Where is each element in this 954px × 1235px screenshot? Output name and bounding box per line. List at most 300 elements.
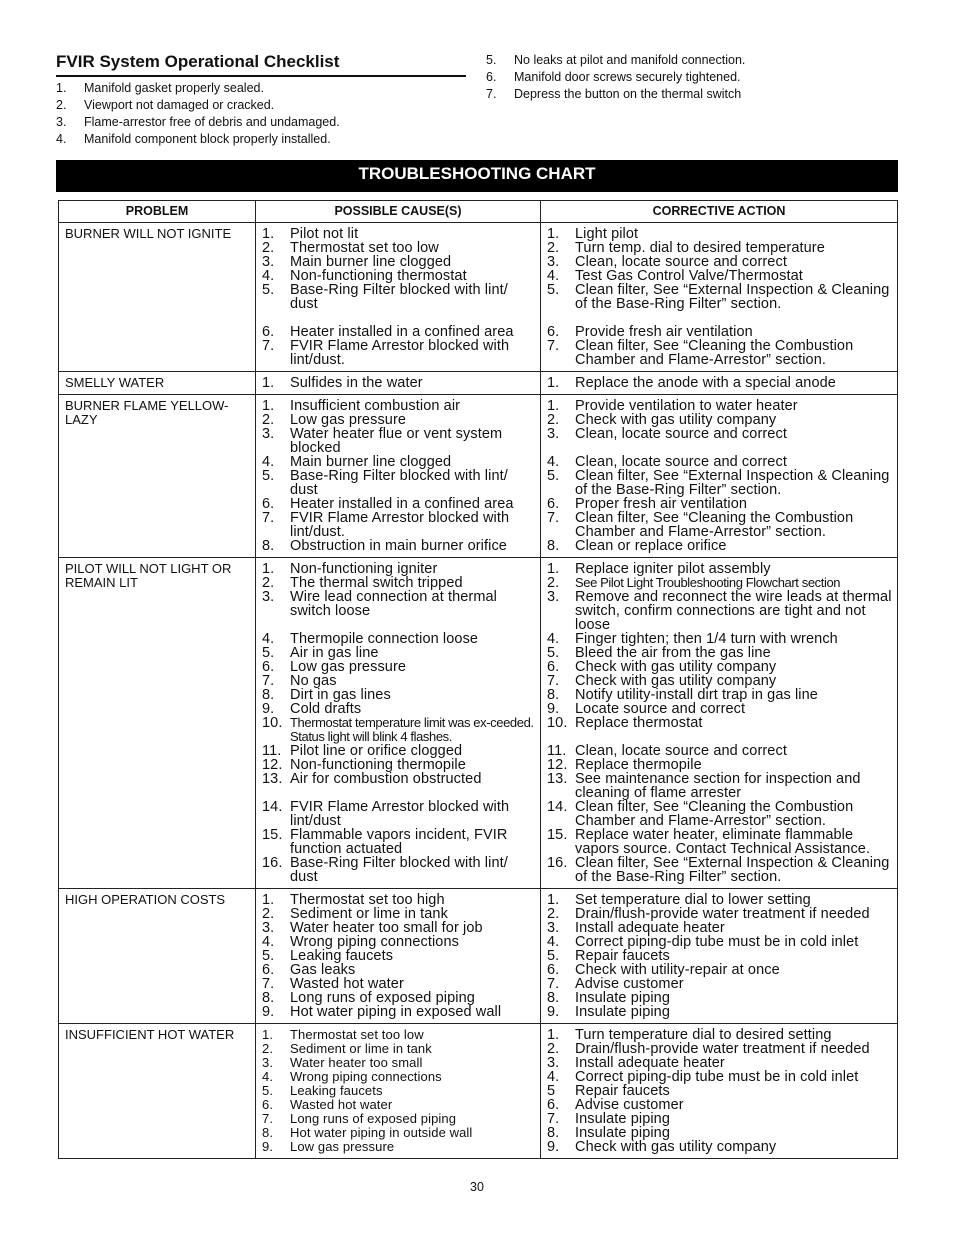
checklist-item bbox=[56, 131, 466, 148]
item-number: 1. bbox=[262, 226, 275, 242]
item-number: 8. bbox=[262, 687, 275, 703]
action-item bbox=[547, 702, 893, 716]
cause-item bbox=[262, 716, 536, 744]
possible-causes-cell bbox=[256, 1024, 541, 1159]
item-text: Clean filter, See “Cleaning the Combustion Chamber and Flame-Arrestor” section. bbox=[575, 510, 854, 540]
item-text: Replace thermostat bbox=[575, 715, 703, 731]
possible-causes-cell bbox=[256, 223, 541, 372]
cause-item bbox=[262, 1140, 536, 1154]
corrective-action-cell bbox=[541, 223, 898, 372]
item-number: 1. bbox=[547, 398, 560, 414]
cause-item bbox=[262, 1005, 536, 1019]
item-text: Wasted hot water bbox=[290, 976, 404, 992]
actions-list bbox=[541, 889, 897, 1023]
checklist-item-number: 7. bbox=[486, 87, 497, 101]
item-number: 9. bbox=[262, 701, 275, 717]
table-row bbox=[59, 395, 898, 558]
action-item bbox=[547, 1070, 893, 1084]
item-number: 3. bbox=[262, 254, 275, 270]
item-text: Clean, locate source and correct bbox=[575, 454, 787, 470]
action-item bbox=[547, 632, 893, 646]
checklist-item-number: 5. bbox=[486, 53, 497, 67]
item-text: Obstruction in main burner orifice bbox=[290, 538, 507, 554]
cause-item bbox=[262, 1126, 536, 1140]
action-item bbox=[547, 716, 893, 730]
cause-item bbox=[262, 269, 536, 283]
item-number: 4. bbox=[262, 268, 275, 284]
item-text: Clean filter, See “External Inspection & Cleaning of the Base-Ring Filter” section. bbox=[575, 282, 890, 312]
action-item bbox=[547, 399, 893, 413]
item-text: Sediment or lime in tank bbox=[290, 1041, 432, 1056]
item-number: 10. bbox=[262, 715, 283, 731]
checklist-item-text: Depress the button on the thermal switch bbox=[514, 87, 742, 101]
cause-item bbox=[262, 828, 536, 856]
item-number: 13. bbox=[547, 771, 568, 787]
item-number: 3. bbox=[262, 1055, 274, 1070]
checklist-item-text: Manifold gasket properly sealed. bbox=[84, 81, 264, 95]
item-number: 4. bbox=[547, 934, 560, 950]
action-item bbox=[547, 576, 893, 590]
cause-item bbox=[262, 399, 536, 413]
cause-item bbox=[262, 758, 536, 772]
checklist-left-column bbox=[56, 52, 466, 148]
item-text: Check with gas utility company bbox=[575, 1139, 777, 1155]
item-number: 8. bbox=[262, 990, 275, 1006]
checklist-item bbox=[56, 114, 466, 131]
item-text: Gas leaks bbox=[290, 962, 356, 978]
item-text: Heater installed in a confined area bbox=[290, 496, 514, 512]
table-header-row bbox=[59, 201, 898, 223]
action-item bbox=[547, 1112, 893, 1126]
item-number: 5. bbox=[547, 282, 560, 298]
cause-item bbox=[262, 1098, 536, 1112]
item-text: Leaking faucets bbox=[290, 1083, 383, 1098]
item-text: Water heater too small bbox=[290, 1055, 423, 1070]
possible-causes-cell bbox=[256, 889, 541, 1024]
action-item bbox=[547, 935, 893, 949]
table-row bbox=[59, 372, 898, 395]
action-item bbox=[547, 255, 893, 269]
item-text: Replace thermopile bbox=[575, 757, 702, 773]
table-row bbox=[59, 889, 898, 1024]
item-text: Proper fresh air ventilation bbox=[575, 496, 748, 512]
action-item bbox=[547, 269, 893, 283]
actions-list bbox=[541, 223, 897, 371]
action-item bbox=[547, 1042, 893, 1056]
item-number: 2. bbox=[547, 575, 560, 591]
item-text: Non-functioning thermostat bbox=[290, 268, 467, 284]
actions-list bbox=[541, 395, 897, 557]
cause-item bbox=[262, 376, 536, 390]
operational-checklist bbox=[56, 52, 898, 152]
checklist-title: FVIR System Operational Checklist bbox=[56, 52, 466, 77]
cause-item bbox=[262, 935, 536, 949]
problem-cell: PILOT WILL NOT LIGHT OR REMAIN LIT bbox=[59, 558, 256, 889]
item-text: Hot water piping in outside wall bbox=[290, 1125, 473, 1140]
item-text: Insulate piping bbox=[575, 990, 671, 1006]
cause-item bbox=[262, 744, 536, 758]
item-number: 5. bbox=[262, 282, 275, 298]
item-number: 5. bbox=[547, 948, 560, 964]
actions-list bbox=[541, 558, 897, 888]
item-text: Low gas pressure bbox=[290, 412, 407, 428]
action-item bbox=[547, 977, 893, 991]
action-item bbox=[547, 674, 893, 688]
item-number: 1. bbox=[262, 892, 275, 908]
problem-cell: BURNER FLAME YELLOW-LAZY bbox=[59, 395, 256, 558]
item-text: Turn temperature dial to desired setting bbox=[575, 1027, 832, 1043]
cause-item bbox=[262, 772, 536, 786]
item-text: Clean filter, See “External Inspection & Cleaning of the Base-Ring Filter” section. bbox=[575, 468, 890, 498]
item-number: 15. bbox=[262, 827, 283, 843]
cause-item bbox=[262, 283, 536, 311]
item-text: Check with gas utility company bbox=[575, 412, 777, 428]
item-number: 8. bbox=[547, 687, 560, 703]
item-number: 2. bbox=[547, 906, 560, 922]
causes-list bbox=[256, 1024, 540, 1158]
item-text: Long runs of exposed piping bbox=[290, 1111, 457, 1126]
item-text: Finger tighten; then 1/4 turn with wrench bbox=[575, 631, 838, 647]
item-number: 4. bbox=[262, 454, 275, 470]
cause-item bbox=[262, 325, 536, 339]
item-text: Advise customer bbox=[575, 1097, 684, 1113]
checklist-item bbox=[486, 52, 898, 69]
item-number: 7. bbox=[262, 1111, 274, 1126]
causes-list bbox=[256, 395, 540, 557]
table-row bbox=[59, 558, 898, 889]
item-number: 6. bbox=[547, 1097, 560, 1113]
item-text: Install adequate heater bbox=[575, 1055, 725, 1071]
item-number: 11. bbox=[547, 743, 567, 759]
corrective-action-cell bbox=[541, 558, 898, 889]
item-number: 6. bbox=[262, 1097, 274, 1112]
possible-causes-cell bbox=[256, 395, 541, 558]
item-number: 9. bbox=[547, 1004, 560, 1020]
action-item bbox=[547, 991, 893, 1005]
cause-item bbox=[262, 702, 536, 716]
action-item bbox=[547, 949, 893, 963]
causes-list bbox=[256, 372, 540, 394]
action-item bbox=[547, 325, 893, 339]
corrective-action-cell bbox=[541, 372, 898, 395]
action-item bbox=[547, 413, 893, 427]
item-text: Remove and reconnect the wire leads at thermal switch, confirm connections are tight and not loose bbox=[575, 589, 892, 633]
item-text: Advise customer bbox=[575, 976, 684, 992]
item-number: 7. bbox=[262, 510, 275, 526]
action-item bbox=[547, 907, 893, 921]
action-item bbox=[547, 241, 893, 255]
item-text: Wrong piping connections bbox=[290, 1069, 442, 1084]
corrective-action-cell bbox=[541, 395, 898, 558]
item-number: 11. bbox=[262, 743, 282, 759]
header-possible-causes: POSSIBLE CAUSE(S) bbox=[256, 201, 541, 223]
item-number: 16. bbox=[262, 855, 283, 871]
item-number: 2. bbox=[262, 906, 275, 922]
item-text: Clean filter, See “External Inspection & Cleaning of the Base-Ring Filter” section. bbox=[575, 855, 890, 885]
action-item bbox=[547, 1084, 893, 1098]
cause-item bbox=[262, 907, 536, 921]
action-item bbox=[547, 511, 893, 539]
item-text: The thermal switch tripped bbox=[290, 575, 463, 591]
item-text: Cold drafts bbox=[290, 701, 362, 717]
causes-list bbox=[256, 223, 540, 371]
cause-item bbox=[262, 255, 536, 269]
action-item bbox=[547, 376, 893, 390]
cause-item bbox=[262, 800, 536, 828]
cause-item bbox=[262, 455, 536, 469]
item-number: 9. bbox=[262, 1004, 275, 1020]
item-number: 8. bbox=[262, 538, 275, 554]
item-text: Locate source and correct bbox=[575, 701, 746, 717]
action-item bbox=[547, 688, 893, 702]
header-problem: PROBLEM bbox=[59, 201, 256, 223]
cause-item bbox=[262, 674, 536, 688]
corrective-action-cell bbox=[541, 889, 898, 1024]
cause-item bbox=[262, 949, 536, 963]
item-number: 14. bbox=[547, 799, 568, 815]
item-number: 2. bbox=[262, 412, 275, 428]
troubleshooting-table bbox=[58, 200, 898, 1159]
item-number: 3. bbox=[547, 589, 560, 605]
item-text: Sediment or lime in tank bbox=[290, 906, 448, 922]
cause-item bbox=[262, 1084, 536, 1098]
cause-item bbox=[262, 241, 536, 255]
item-text: Main burner line clogged bbox=[290, 454, 452, 470]
item-text: Insulate piping bbox=[575, 1004, 671, 1020]
item-text: Non-functioning thermopile bbox=[290, 757, 466, 773]
checklist-item bbox=[486, 86, 898, 103]
item-text: Test Gas Control Valve/Thermostat bbox=[575, 268, 803, 284]
item-number: 4. bbox=[547, 454, 560, 470]
item-number: 1. bbox=[262, 375, 275, 391]
item-text: Replace water heater, eliminate flammable vapors source. Contact Technical Assistance. bbox=[575, 827, 871, 857]
item-text: Drain/flush-provide water treatment if needed bbox=[575, 1041, 870, 1057]
item-text: Check with gas utility company bbox=[575, 659, 777, 675]
item-text: Dirt in gas lines bbox=[290, 687, 391, 703]
action-item bbox=[547, 562, 893, 576]
cause-item bbox=[262, 1042, 536, 1056]
item-number: 5. bbox=[262, 948, 275, 964]
actions-list bbox=[541, 1024, 897, 1158]
item-number: 9. bbox=[547, 1139, 560, 1155]
cause-item bbox=[262, 1112, 536, 1126]
item-number: 5 bbox=[547, 1083, 556, 1099]
cause-item bbox=[262, 469, 536, 497]
item-number: 8. bbox=[547, 538, 560, 554]
item-text: Long runs of exposed piping bbox=[290, 990, 475, 1006]
item-number: 12. bbox=[547, 757, 568, 773]
checklist-item-text: Manifold door screws securely tightened. bbox=[514, 70, 741, 84]
action-item bbox=[547, 590, 893, 632]
item-number: 7. bbox=[262, 338, 275, 354]
action-item bbox=[547, 828, 893, 856]
action-item bbox=[547, 539, 893, 553]
action-item bbox=[547, 455, 893, 469]
item-number: 10. bbox=[547, 715, 568, 731]
item-text: Check with gas utility company bbox=[575, 673, 777, 689]
item-text: Pilot line or orifice clogged bbox=[290, 743, 463, 759]
item-text: Thermostat set too high bbox=[290, 892, 445, 908]
item-number: 3. bbox=[547, 254, 560, 270]
item-text: Insufficient combustion air bbox=[290, 398, 461, 414]
item-text: Base-Ring Filter blocked with lint/ dust bbox=[290, 855, 508, 885]
item-text: Pilot not lit bbox=[290, 226, 359, 242]
cause-item bbox=[262, 511, 536, 539]
checklist-item-number: 6. bbox=[486, 70, 497, 84]
item-number: 3. bbox=[547, 1055, 560, 1071]
item-text: FVIR Flame Arrestor blocked with lint/dust bbox=[290, 799, 510, 829]
action-item bbox=[547, 339, 893, 367]
item-text: Clean, locate source and correct bbox=[575, 426, 787, 442]
possible-causes-cell bbox=[256, 372, 541, 395]
item-text: Air in gas line bbox=[290, 645, 379, 661]
cause-item bbox=[262, 576, 536, 590]
actions-list bbox=[541, 372, 897, 394]
item-number: 6. bbox=[547, 659, 560, 675]
action-item bbox=[547, 646, 893, 660]
item-number: 4. bbox=[547, 631, 560, 647]
item-number: 14. bbox=[262, 799, 283, 815]
item-text: Clean, locate source and correct bbox=[575, 254, 787, 270]
item-text: Leaking faucets bbox=[290, 948, 394, 964]
item-number: 4. bbox=[262, 934, 275, 950]
item-text: Clean or replace orifice bbox=[575, 538, 727, 554]
item-text: Clean, locate source and correct bbox=[575, 743, 787, 759]
cause-item bbox=[262, 977, 536, 991]
checklist-item-text: Flame-arrestor free of debris and undamaged. bbox=[84, 115, 340, 129]
cause-item bbox=[262, 688, 536, 702]
action-item bbox=[547, 856, 893, 884]
item-text: Repair faucets bbox=[575, 948, 670, 964]
item-text: Provide fresh air ventilation bbox=[575, 324, 753, 340]
item-number: 5. bbox=[547, 645, 560, 661]
item-text: Repair faucets bbox=[575, 1083, 670, 1099]
cause-item bbox=[262, 660, 536, 674]
checklist-item-number: 1. bbox=[56, 81, 67, 95]
page-number: 30 bbox=[470, 1180, 484, 1194]
item-number: 3. bbox=[262, 589, 275, 605]
item-text: Insulate piping bbox=[575, 1111, 671, 1127]
action-item bbox=[547, 497, 893, 511]
item-text: Insulate piping bbox=[575, 1125, 671, 1141]
header-corrective-action: CORRECTIVE ACTION bbox=[541, 201, 898, 223]
item-number: 7. bbox=[262, 976, 275, 992]
item-text: See maintenance section for inspection and cleaning of flame arrester bbox=[575, 771, 861, 801]
item-number: 2. bbox=[547, 412, 560, 428]
action-item bbox=[547, 283, 893, 311]
item-text: FVIR Flame Arrestor blocked with lint/dust. bbox=[290, 510, 510, 540]
cause-item bbox=[262, 497, 536, 511]
item-text: Replace the anode with a special anode bbox=[575, 375, 836, 391]
item-number: 1. bbox=[547, 375, 560, 391]
cause-item bbox=[262, 539, 536, 553]
item-text: Drain/flush-provide water treatment if needed bbox=[575, 906, 870, 922]
item-text: Main burner line clogged bbox=[290, 254, 452, 270]
item-number: 4. bbox=[547, 1069, 560, 1085]
cause-item bbox=[262, 963, 536, 977]
item-text: Air for combustion obstructed bbox=[290, 771, 482, 787]
item-number: 7. bbox=[547, 976, 560, 992]
checklist-left-list bbox=[56, 80, 466, 148]
item-number: 3. bbox=[262, 426, 275, 442]
item-number: 9. bbox=[547, 701, 560, 717]
item-number: 5. bbox=[547, 468, 560, 484]
action-item bbox=[547, 469, 893, 497]
item-text: Hot water piping in exposed wall bbox=[290, 1004, 502, 1020]
action-item bbox=[547, 772, 893, 800]
checklist-item bbox=[56, 80, 466, 97]
item-number: 6. bbox=[547, 496, 560, 512]
item-number: 1. bbox=[262, 398, 275, 414]
item-number: 1. bbox=[547, 1027, 560, 1043]
item-text: Base-Ring Filter blocked with lint/ dust bbox=[290, 282, 508, 312]
item-number: 1. bbox=[262, 561, 275, 577]
problem-cell: HIGH OPERATION COSTS bbox=[59, 889, 256, 1024]
action-item bbox=[547, 800, 893, 828]
item-text: Wasted hot water bbox=[290, 1097, 393, 1112]
problem-cell: INSUFFICIENT HOT WATER bbox=[59, 1024, 256, 1159]
cause-item bbox=[262, 562, 536, 576]
action-item bbox=[547, 1005, 893, 1019]
item-number: 2. bbox=[547, 240, 560, 256]
action-item bbox=[547, 1028, 893, 1042]
causes-list bbox=[256, 558, 540, 888]
table-row bbox=[59, 1024, 898, 1159]
item-text: Non-functioning igniter bbox=[290, 561, 438, 577]
item-text: Base-Ring Filter blocked with lint/ dust bbox=[290, 468, 508, 498]
action-item bbox=[547, 660, 893, 674]
item-number: 6. bbox=[262, 496, 275, 512]
action-item bbox=[547, 963, 893, 977]
cause-item bbox=[262, 632, 536, 646]
item-text: Bleed the air from the gas line bbox=[575, 645, 771, 661]
cause-item bbox=[262, 921, 536, 935]
cause-item bbox=[262, 413, 536, 427]
item-text: Water heater flue or vent system blocked bbox=[290, 426, 503, 456]
item-text: Low gas pressure bbox=[290, 659, 407, 675]
item-number: 1. bbox=[547, 561, 560, 577]
item-text: Clean filter, See “Cleaning the Combustion Chamber and Flame-Arrestor” section. bbox=[575, 799, 854, 829]
item-number: 6. bbox=[262, 962, 275, 978]
item-number: 7. bbox=[547, 338, 560, 354]
item-number: 8. bbox=[547, 1125, 560, 1141]
item-number: 6. bbox=[547, 962, 560, 978]
item-number: 1. bbox=[262, 1027, 274, 1042]
checklist-item-text: Manifold component block properly installed. bbox=[84, 132, 331, 146]
item-text: Sulfides in the water bbox=[290, 375, 423, 391]
item-text: Thermostat set too low bbox=[290, 1027, 424, 1042]
checklist-item bbox=[486, 69, 898, 86]
checklist-right-list bbox=[486, 52, 898, 103]
checklist-item-number: 2. bbox=[56, 98, 67, 112]
item-text: Correct piping-dip tube must be in cold inlet bbox=[575, 1069, 859, 1085]
problem-cell: BURNER WILL NOT IGNITE bbox=[59, 223, 256, 372]
cause-item bbox=[262, 856, 536, 884]
item-number: 7. bbox=[547, 510, 560, 526]
cause-item bbox=[262, 646, 536, 660]
action-item bbox=[547, 758, 893, 772]
item-number: 1. bbox=[547, 892, 560, 908]
item-text: No gas bbox=[290, 673, 337, 689]
item-number: 1. bbox=[547, 226, 560, 242]
item-text: Light pilot bbox=[575, 226, 639, 242]
item-text: Water heater too small for job bbox=[290, 920, 483, 936]
item-text: Provide ventilation to water heater bbox=[575, 398, 798, 414]
item-number: 3. bbox=[262, 920, 275, 936]
item-text: Check with utility-repair at once bbox=[575, 962, 780, 978]
item-number: 4. bbox=[547, 268, 560, 284]
item-text: Set temperature dial to lower setting bbox=[575, 892, 811, 908]
